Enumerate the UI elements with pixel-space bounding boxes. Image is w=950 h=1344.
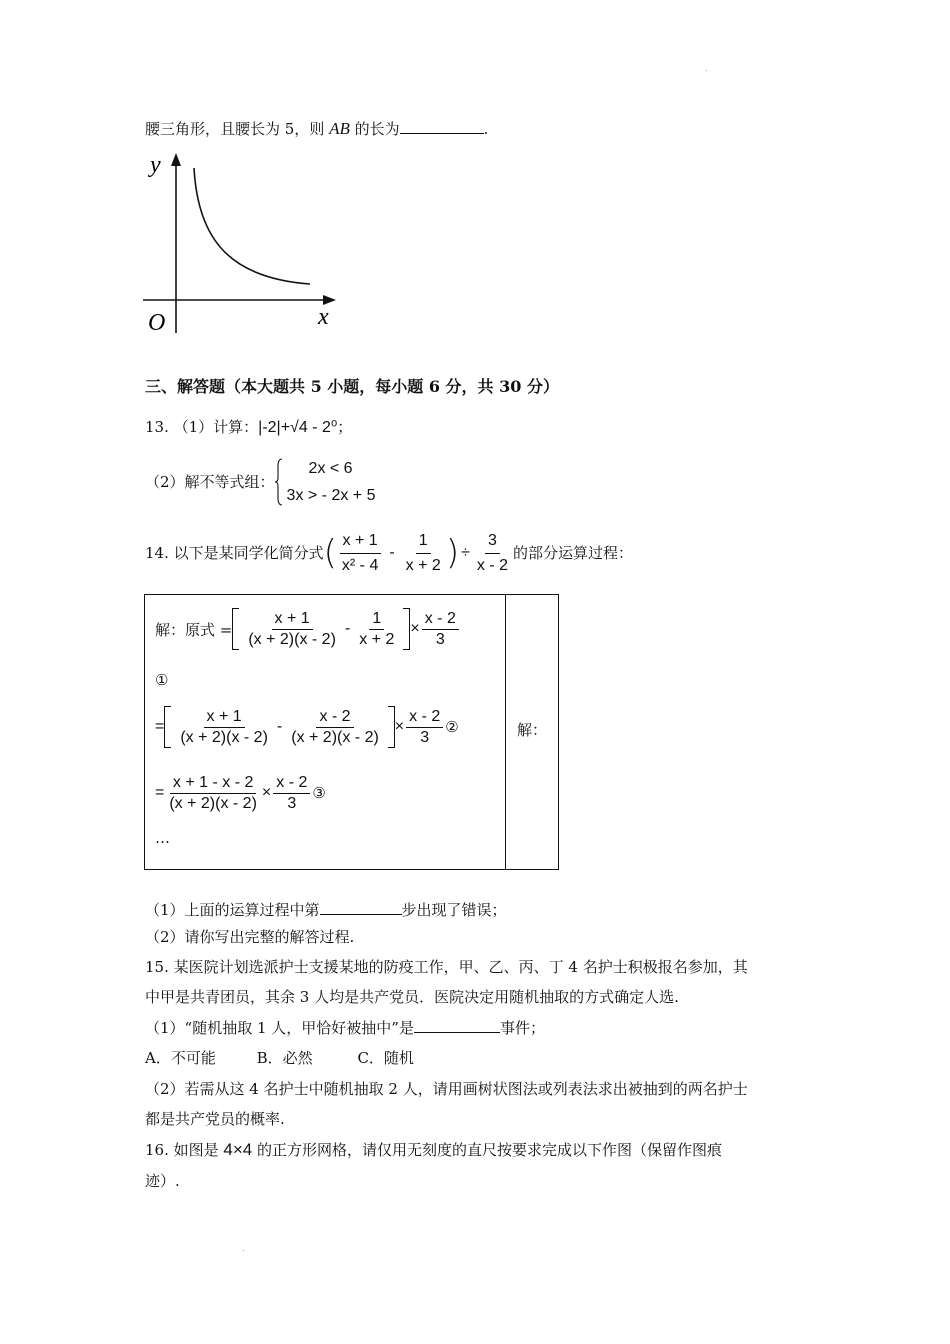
- frac-c-den: x - 2: [476, 556, 508, 574]
- option-a: A．不可能: [145, 1049, 216, 1067]
- left-brace-icon: [275, 458, 283, 506]
- q14-sub1-after: 步出现了错误；: [401, 901, 507, 919]
- solution-step-1: [155, 603, 461, 655]
- origin-label: O: [148, 310, 166, 336]
- q15-sub2-line-2: 都是共产党员的概率.: [145, 1110, 285, 1128]
- q12-var-ab: AB: [329, 119, 350, 138]
- s2-eq: =: [155, 718, 165, 735]
- s1-mult-num: x - 2: [422, 610, 459, 630]
- q13-p2-label: （2）解不等式组：: [145, 473, 275, 491]
- q13-p1-label: 13. （1）计算：: [145, 418, 259, 436]
- q14-intro-text: 14. 以下是某同学化简分式: [145, 544, 324, 562]
- q15-sub1-after: 事件；: [499, 1019, 545, 1037]
- frac-b-den: x + 2: [405, 556, 441, 574]
- s2-mult-num: x - 2: [406, 708, 443, 728]
- s2-frac-2: [288, 708, 382, 747]
- left-paren: (: [323, 533, 337, 573]
- right-paren: ): [445, 533, 460, 573]
- step-marker-1: ①: [155, 671, 169, 689]
- q16-line-2: 迹）.: [145, 1172, 180, 1190]
- q16-grid-size: 4×4: [223, 1140, 253, 1159]
- inequality-1: 2x < 6: [308, 460, 353, 477]
- right-bracket-2: [388, 706, 395, 748]
- q14-sub1: [145, 898, 507, 921]
- y-axis-arrow: [171, 153, 181, 166]
- s3-mult-den: 3: [287, 794, 297, 812]
- solution-start: 解：原式 =: [155, 620, 233, 639]
- x-label: x: [318, 304, 329, 330]
- q14-intro-end: 的部分运算过程：: [512, 544, 633, 562]
- q13-part2: [145, 455, 375, 509]
- s3-mult-num: x - 2: [273, 774, 310, 794]
- s1-times: ×: [410, 620, 420, 637]
- s2-minus: -: [276, 718, 283, 735]
- table-divider: [505, 595, 506, 869]
- q14-sub1-before: （1）上面的运算过程中第: [145, 901, 320, 919]
- q16-after: 的正方形网格，请仅用无刻度的直尺按要求完成以下作图（保留作图痕: [252, 1141, 723, 1159]
- s1-mult-den: 3: [435, 630, 445, 648]
- s2-f2-num: x - 2: [316, 708, 353, 728]
- option-b: B．必然: [256, 1049, 313, 1067]
- q14-step-blank: [320, 898, 402, 915]
- s2-mult-den: 3: [420, 728, 430, 746]
- q15-sub1: [145, 1016, 545, 1039]
- q14-frac-b: [403, 530, 444, 577]
- inequality-2: 3x > - 2x + 5: [286, 487, 376, 504]
- s3-den: (x + 2)(x - 2): [169, 794, 257, 812]
- minus-sign: -: [389, 544, 395, 561]
- solution-ellipsis: …: [155, 829, 170, 847]
- s1-f2-num: 1: [369, 610, 384, 630]
- q15-options: [145, 1047, 414, 1069]
- frac-c-num: 3: [485, 530, 500, 554]
- divide-sign: ÷: [461, 544, 470, 561]
- s2-f2-den: (x + 2)(x - 2): [291, 728, 379, 746]
- s1-mult: [422, 610, 459, 649]
- step-marker-2: ②: [445, 718, 459, 736]
- s2-times: ×: [394, 718, 405, 735]
- q14-frac-a: [339, 530, 381, 577]
- s3-mult: [273, 774, 310, 813]
- solution-step-2: [155, 701, 459, 753]
- left-bracket-2: [164, 706, 171, 748]
- solution-step-3: [155, 767, 326, 819]
- q15-line-1: 15. 某医院计划选派护士支援某地的防疫工作，甲、乙、丙、丁 4 名护士积极报名参加，其: [145, 958, 748, 976]
- s2-mult: [406, 708, 443, 747]
- q13-part1: [145, 416, 352, 439]
- inverse-function-graph: [140, 150, 340, 340]
- s2-f1-den: (x + 2)(x - 2): [180, 728, 268, 746]
- q12-answer-blank: [400, 117, 484, 134]
- scan-dot: [706, 70, 707, 71]
- q16-line-1: [145, 1139, 722, 1161]
- q15-event-blank: [414, 1016, 500, 1033]
- q14-intro: [145, 530, 633, 576]
- hyperbola-curve: [194, 168, 310, 284]
- q12-text-after: 的长为: [349, 120, 400, 138]
- s1-f1-den: (x + 2)(x - 2): [248, 630, 336, 648]
- q14-solution-table: [144, 594, 559, 870]
- inequality-system: [287, 455, 376, 509]
- q16-before: 16. 如图是: [145, 1141, 224, 1159]
- frac-a-den: x² - 4: [341, 556, 379, 574]
- y-label: y: [150, 152, 161, 178]
- right-column-label: 解：: [517, 721, 548, 739]
- q14-sub2: （2）请你写出完整的解答过程.: [145, 928, 355, 946]
- q15-line-2: 中甲是共青团员，其余 3 人均是共产党员．医院决定用随机抽取的方式确定人选.: [145, 988, 679, 1006]
- section-heading: 三、解答题（本大题共 5 小题，每小题 6 分，共 30 分）: [145, 377, 559, 396]
- s3-frac: [166, 774, 260, 813]
- right-bracket: [403, 608, 410, 650]
- q12-tail-line: [145, 117, 488, 140]
- q15-sub2-line-1: （2）若需从这 4 名护士中随机抽取 2 人，请用画树状图法或列表法求出被抽到的两名护士: [145, 1080, 748, 1098]
- frac-b-num: 1: [416, 530, 431, 554]
- s1-f1-num: x + 1: [272, 610, 313, 630]
- scan-dot: [243, 1250, 244, 1251]
- s2-f1-num: x + 1: [204, 708, 245, 728]
- s3-eq: =: [155, 784, 165, 801]
- q12-text: 腰三角形，且腰长为 5，则: [145, 120, 330, 138]
- s1-frac-1: [245, 610, 339, 649]
- s3-num: x + 1 - x - 2: [170, 774, 256, 794]
- frac-a-num: x + 1: [340, 530, 381, 554]
- q12-end: .: [483, 120, 489, 138]
- option-c: C．随机: [357, 1049, 414, 1067]
- q15-sub1-before: （1）“随机抽取 1 人，甲恰好被抽中”是: [145, 1019, 414, 1037]
- s1-f2-den: x + 2: [359, 630, 395, 648]
- s2-frac-1: [177, 708, 271, 747]
- q13-p1-expression: |-2|+√4 - 2⁰: [258, 419, 338, 436]
- s1-frac-2: [356, 610, 397, 649]
- s3-times: ×: [261, 784, 272, 801]
- s1-minus: -: [344, 620, 351, 637]
- left-bracket: [232, 608, 239, 650]
- q14-frac-c: [474, 530, 511, 577]
- step-marker-3: ③: [312, 784, 326, 802]
- q13-p1-end: ；: [337, 418, 353, 436]
